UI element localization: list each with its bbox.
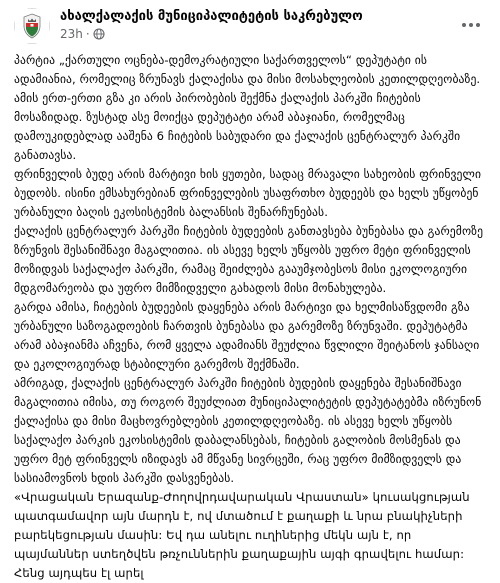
page-name[interactable]: ახალქალაქის მუნიციპალიტეტის საკრებულო	[60, 9, 363, 24]
more-options-icon-dot	[462, 23, 466, 27]
post-paragraph: «Վրացական Երազանք-Ժողովրդավարական Վրաստան» կուսակցության պատգամավոր այն մարդն է, ով մտածում է քաղաքի և նրա բնակիչների բարեկեցության մասին: Եվ դա անելու ուղիներից մեկն այն է, որ պայմաններ ստեղծվեն թռչուններին քաղաքային այգի գրավելու համար: Հենց այդպես էլ արել	[14, 490, 470, 580]
post-paragraph: ამრიგად, ქალაქის ცენტრალურ პარკში ჩიტების ბუდების დაყენება შესანიშნავი მაგალითია იმისა, თუ როგორ შეუძლიათ მუნიციპალიტეტის დეპუტატებმა იზრუნონ ქალაქისა და მისი მაცხოვრებლების კეთილდღეობაზე. ის ასევე ხელს უწყობს საქალაქო პარკის ეკოსისტემის დაბალანსებას, ჩიტების გალობის მოსმენას და უფრო მეტ ფრინველს იზიდავს ამ მწვანე სივრცეში, რაც უფრო მიმზიდველს და სასიამოვნოს ხდის პარკში დასვენებას.	[14, 376, 482, 485]
more-options-button[interactable]	[456, 10, 486, 40]
coat-of-arms-icon	[15, 9, 49, 43]
post-paragraph: პარტია „ქართული ოცნება-დემოკრატიული საქართველოს“ დეპუტატი ის ადამიანია, რომელიც ზრუნავს ქალაქისა და მისი მოსახლეობის კეთილდღეობაზე. ამის ერთ-ერთი გზა კი არის პირობების შექმნა ქალაქის პარკში ჩიტების მოსაზიდად. ზუსტად ასე მოიქცა დეპუტატი არამ აბაჯიანი, რომელმაც დამოუკიდებლად ააშენა 6 ჩიტების საბუდარი და ქალაქის ცენტრალურ პარკში განათავსა.	[14, 53, 481, 162]
more-options-icon-dot	[476, 23, 480, 27]
page-avatar[interactable]	[14, 8, 50, 44]
post-paragraph: გარდა ამისა, ჩიტების ბუდეების დაყენება არის მარტივი და ხელმისაწვდომი გზა ურბანული საზოგადოების ჩართვის ბუნებასა და გარემოზე ზრუნვაში. დეპუტატმა არამ აბაჯიანმა აჩვენა, რომ ყველა ადამიანს შეუძლია წვლილი შეიტანოს ჯანსაღი და ეკოლოგიურად სტაბილური გარემოს შექმნაში.	[14, 300, 480, 371]
post-paragraph: ქალაქის ცენტრალურ პარკში ჩიტების ბუდეების განთავსება ბუნებასა და გარემოზე ზრუნვის შესანიშნავი მაგალითია. ის ასევე ხელს უწყობს უფრო მეტი ფრინველის მოზიდვას საქალაქო პარკში, რამაც შეიძლება გააუმჯობესოს მისი ეკოლოგიური მდგომარეობა და უფრო მიმზიდველი გახადოს მისი მონახულება.	[14, 224, 484, 295]
more-options-icon-dot	[469, 23, 473, 27]
meta-separator: ·	[85, 27, 90, 41]
post-header	[14, 6, 486, 46]
post-paragraph: ფრინველის ბუდე არის მარტივი ხის ყუთები, სადაც მრავალი სახეობის ფრინველი ბუდობს. ისინი ემსახურებიან ფრინველების უსაფრთხო ბუდეებს და ხელს უწყობენ ურბანული ბაღის ეკოსისტემის ბალანსის შენარჩუნებას.	[14, 167, 482, 219]
post-text	[14, 51, 486, 583]
post-meta	[60, 27, 105, 42]
post-timestamp[interactable]: 23h	[60, 27, 83, 41]
globe-icon[interactable]	[93, 28, 105, 40]
